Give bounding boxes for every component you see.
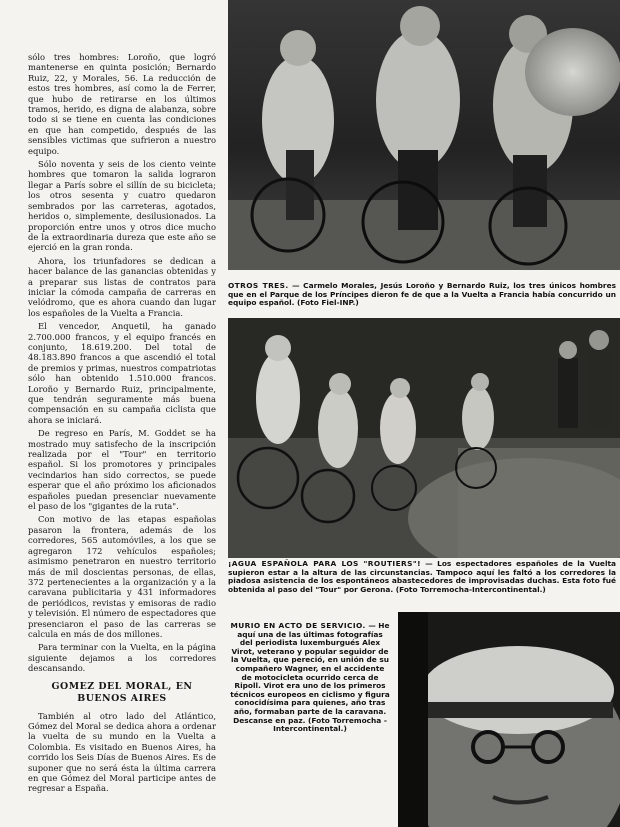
photo-caption-bottom (230, 622, 390, 734)
photo-peloton-water (228, 318, 620, 558)
caption-title: OTROS TRES. (228, 281, 289, 290)
photo-three-cyclists (228, 0, 620, 270)
caption-title: ¡AGUA ESPAÑOLA PARA LOS "ROUTIERS"! (228, 559, 421, 568)
photo-caption-middle (228, 560, 616, 594)
section-heading: GOMEZ DEL MORAL, EN BUENOS AIRES (51, 680, 193, 704)
caption-title: MURIO EN ACTO DE SERVICIO. (230, 621, 366, 630)
article-paragraph: Ahora, los triunfadores se dedican a hacer balance de las ganancias obtenidas y a preparar sus listas de contratos para iniciar la cómoda campaña de carreras en velódromo, que es ahora cuando dan lugar los españoles de la Vuelta a Francia. (28, 255, 216, 318)
article-column (28, 52, 216, 824)
article-paragraph: También al otro lado del Atlántico, Gómez del Moral se dedica ahora a ordenar la vuelta de su mundo en la Vuelta a Colombia. Es visitado en Buenos Aires, ha corrido los Seis Días de Buenos Aires. Es de suponer que no será ésta la última carrera en que Gómez del Moral participe antes de regresar a España. (28, 710, 216, 794)
article-paragraph: El vencedor, Anquetil, ha ganado 2.700.000 francos, y el equipo francés en conjunto, 18.619.200. Del total de 48.183.890 francos a que ascendió el total de premios y primas, nuestros compatriotas sólo han obtenido 1.510.000 francos. Loroño y Bernardo Ruiz, principalmente, que tendrán seguramente más buena compensación en su campaña ciclista que ahora se iniciará. (28, 321, 216, 425)
caption-text: — He aquí una de las últimas fotografías del periodista luxemburgués Alex Virot, veterano y popular seguidor de la Vuelta, que pereció, en unión de su compañero Wagner, en el accidente de motocicleta ocurrido cerca de Ripoll. Virot era uno de los primeros técnicos europeos en ciclismo y figura conocidísima para quienes, año tras año, formaban parte de la caravana. Descanse en paz. (Foto Torremocha - Intercontinental.) (230, 621, 390, 734)
caption-text: — Los espectadores españoles de la Vuelta supieron estar a la altura de las circunstancias. Tampoco aquí les faltó a los corredores la piadosa asistencia de los espontáneos abastecedores de improvisadas duchas. Esta foto fué obtenida al paso del "Tour" por Gerona. (Foto Torremocha-Intercontinental.) (228, 559, 616, 594)
article-paragraph: Sólo noventa y seis de los ciento veinte hombres que tomaron la salida lograron llegar a París sobre el sillín de su bicicleta; los otros sesenta y cuatro quedaron sembrados por las carreteras, agotados, heridos o, simplemente, desilusionados. La proporción entre unos y otros dice mucho de la extraordinaria dureza que este año se ejerció en la gran ronda. (28, 159, 216, 253)
article-paragraph: Con motivo de las etapas españolas pasaron la frontera, además de los corredores, 565 automóviles, a los que se agregaron 172 vehículos españoles; asimismo penetraron en nuestro territorio más de mil doscientas personas, de ellas, 372 pertenecientes a la organización y a la caravana publicitaria y 431 informadores de periódicos, revistas y emisoras de radio y televisión. El número de espectadores que presenciaron el paso de las carreras se calcula en más de dos millones. (28, 514, 216, 639)
article-paragraph: sólo tres hombres: Loroño, que logró mantenerse en quinta posición; Bernardo Ruiz, 22, y Morales, 56. La reducción de estos tres hombres, así como la de Ferrer, que hubo de retirarse en los últimos tramos, herido, es digna de alabanza, sobre todo si se tiene en cuenta las condiciones en que han competido, después de las sensibles victimas que sufrieron a nuestro equipo. (28, 52, 216, 156)
article-paragraph: De regreso en París, M. Goddet se ha mostrado muy satisfecho de la inscripción realizada por el "Tour" en territorio español. Si los promotores y principales vecindarios han sido correctos, se puede esperar que el año próximo los aficionados españoles puedan presenciar nuevamente el paso de los "gigantes de la ruta". (28, 428, 216, 512)
photo-caption-top (228, 282, 616, 308)
photo-alex-virot (398, 612, 620, 827)
caption-text: — Carmelo Morales, Jesús Loroño y Bernardo Ruiz, los tres únicos hombres que en el Parque de los Príncipes dieron fe de que a la Vuelta a Francia había concurrido un equipo español. (Foto Fiel-INP.) (228, 281, 616, 308)
article-paragraph: Para terminar con la Vuelta, en la página siguiente dejamos a los corredores descansando. (28, 642, 216, 674)
